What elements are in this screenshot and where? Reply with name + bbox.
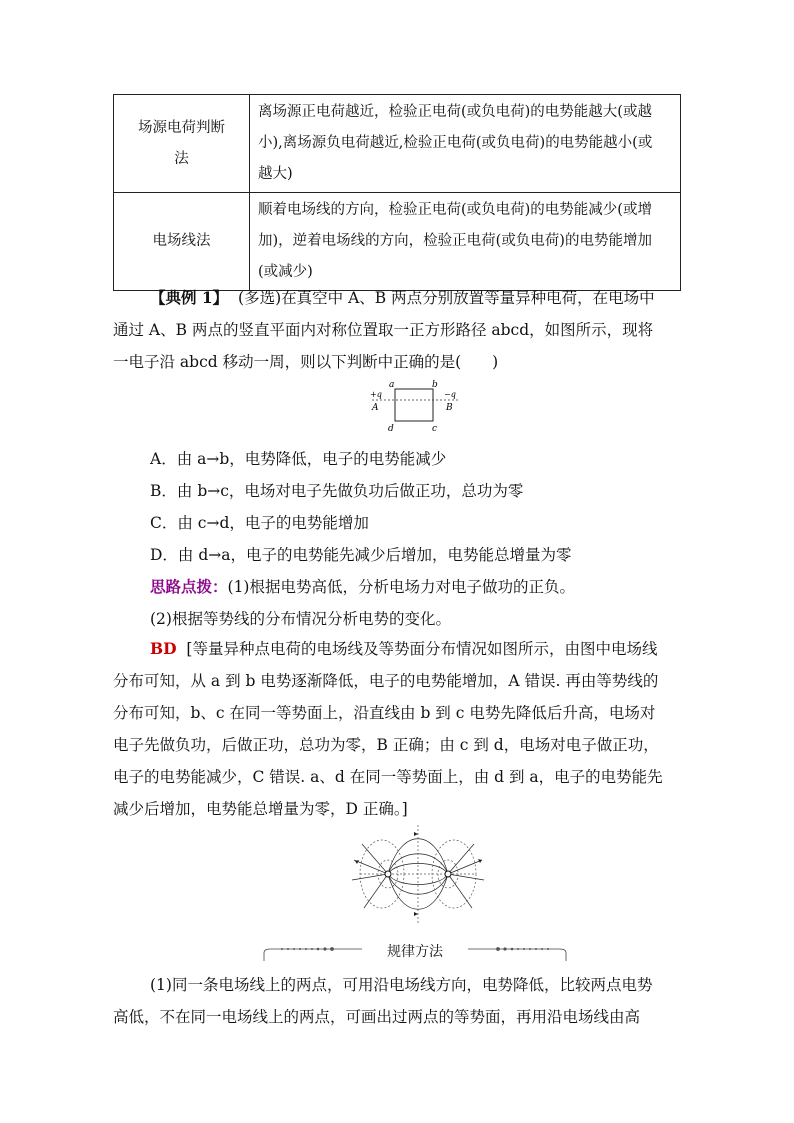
option-b: B．由 b→c，电场对电子先做负功后做正功，总功为零: [150, 482, 524, 500]
label-d: d: [388, 424, 394, 434]
example-line: 一电子沿 abcd 移动一周，则以下判断中正确的是( ): [113, 353, 499, 371]
method-name-cell: 电场线法: [114, 193, 250, 291]
label-c: c: [432, 424, 438, 434]
method-desc-cell: 顺着电场线的方向，检验正电荷(或负电荷)的电势能减少(或增 加)，逆着电场线的方向，检验正电荷(或负电荷)的电势能增加 (或减少): [250, 193, 681, 291]
field-line: [448, 860, 482, 874]
field-line: [364, 874, 388, 908]
answer-line: 电子的电势能减少，C 错误. a、d 在同一等势面上，由 d 到 a，电子的电势能先: [113, 768, 663, 786]
arrow-icon: [478, 859, 482, 863]
answer-key: BD: [150, 639, 177, 658]
example-line: 通过 A、B 两点的竖直平面内对称位置取一正方形路径 abcd，如图所示，现将: [113, 321, 654, 339]
method-desc-cell: 离场源正电荷越近，检验正电荷(或负电荷)的电势能越大(或越 小),离场源负电荷越近,检验正电荷(或负电荷)的电势能越小(或 越大): [250, 95, 681, 193]
label-A: A: [372, 403, 379, 413]
method-name-cell: 场源电荷判断 法: [114, 95, 250, 193]
field-line: [448, 874, 472, 908]
field-line: [362, 844, 388, 874]
square-path: [395, 389, 433, 421]
field-lines-figure: [346, 822, 490, 928]
answer-line: BD [等量异种点电荷的电场线及等势面分布情况如图所示，由图中电场线: [150, 639, 658, 658]
field-line: [448, 844, 474, 874]
hint-title: 思路点拨：: [150, 577, 228, 596]
table-row: [114, 95, 681, 193]
label-plus-q: +q: [370, 390, 382, 399]
method-line: 高低，不在同一电场线上的两点，可画出过两点的等势面，再用沿电场线由高: [113, 1008, 641, 1026]
square-path-figure: [366, 378, 466, 436]
option-c: C．由 c→d，电子的电势能增加: [150, 514, 369, 532]
label-minus-q: −q: [444, 390, 456, 399]
table-row: [114, 193, 681, 291]
field-line: [354, 860, 388, 874]
section-header: [262, 939, 568, 963]
option-d: D．由 d→a，电子的电势能先减少后增加，电势能总增量为零: [150, 546, 572, 564]
answer-line: 分布可知，b、c 在同一等势面上，沿直线由 b 到 c 电势先降低后升高，电场对: [113, 704, 656, 722]
example-tag: 【典例 1】: [150, 288, 229, 307]
label-b: b: [432, 380, 438, 390]
positive-charge-icon: [385, 871, 391, 877]
negative-charge-icon: [445, 871, 451, 877]
hint-line: (2)根据等势线的分布情况分析电势的变化。: [150, 610, 451, 628]
method-table: [113, 94, 681, 291]
method-line: (1)同一条电场线上的两点，可用沿电场线方向，电势降低，比较两点电势: [150, 976, 653, 994]
answer-line: 减少后增加，电势能总增量为零，D 正确。]: [113, 800, 408, 818]
arrow-icon: [414, 912, 418, 916]
field-line: [352, 874, 388, 880]
hint-line: 思路点拨：(1)根据电势高低，分析电场力对电子做功的正负。: [150, 577, 575, 596]
section-title: 规律方法: [387, 944, 443, 960]
arrow-icon: [414, 832, 418, 836]
field-line: [388, 839, 448, 874]
label-B: B: [446, 403, 453, 413]
field-line: [448, 874, 484, 880]
example-line: 【典例 1】 (多选)在真空中 A、B 两点分别放置等量异种电荷，在电场中: [150, 288, 655, 307]
label-a: a: [389, 380, 395, 390]
answer-line: 电子先做负功，后做正功，总功为零，B 正确；由 c 到 d，电场对电子做正功，: [113, 736, 659, 754]
option-a: A．由 a→b，电势降低，电子的电势能减少: [150, 450, 447, 468]
answer-line: 分布可知，从 a 到 b 电势逐渐降低，电子的电势能增加，A 错误. 再由等势线的: [113, 672, 659, 690]
